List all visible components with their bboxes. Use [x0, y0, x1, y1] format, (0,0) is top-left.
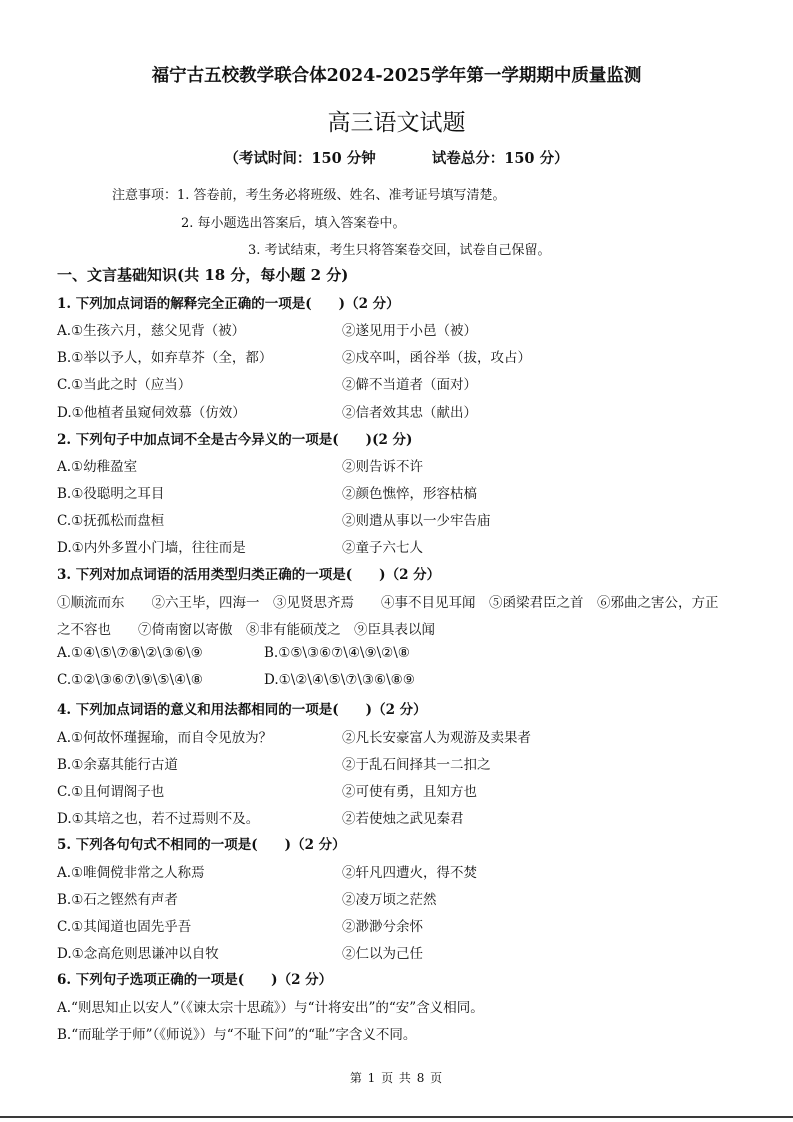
q5-option-c-2: ②渺渺兮余怀 [342, 919, 423, 935]
question-4-stem: 4. 下列加点词语的意义和用法都相同的一项是( )（2 分） [57, 702, 427, 718]
q4-option-c-1: C.①且何谓阁子也 [57, 784, 165, 800]
q5-option-b-2: ②凌万顷之茫然 [342, 892, 437, 908]
q3-option-c: C.①②\③⑥⑦\⑨\⑤\④\⑧ [57, 672, 203, 688]
q1-option-c-1: C.①当此之时（应当） [57, 377, 192, 393]
q3-option-a: A.①④\⑤\⑦⑧\②\③⑥\⑨ [57, 645, 203, 661]
q5-option-a-2: ②轩凡四遭火，得不焚 [342, 865, 477, 881]
q3-sentences-line-1: ①顺流而东 ②六王毕，四海一 ③见贤思齐焉 ④事不目见耳闻 ⑤函梁君臣之首 ⑥邪曲之害公，方正 [57, 595, 719, 611]
exam-time: （考试时间：150 分钟 [224, 150, 376, 167]
q3-option-d: D.①\②\④\⑤\⑦\③⑥\⑧⑨ [264, 672, 415, 688]
q1-option-b-1: B.①举以予人，如弃草芥（全，都） [57, 350, 273, 366]
q5-option-a-1: A.①唯倜傥非常之人称焉 [57, 865, 205, 881]
question-5-stem: 5. 下列各句句式不相同的一项是( )（2 分） [57, 837, 346, 853]
q5-option-c-1: C.①其闻道也固先乎吾 [57, 919, 192, 935]
q1-option-a-1: A.①生孩六月，慈父见背（被） [57, 323, 246, 339]
q1-option-d-2: ②信者效其忠（献出） [342, 405, 477, 421]
q5-option-d-2: ②仁以为己任 [342, 946, 423, 962]
note-2: 2. 每小题选出答案后，填入答案卷中。 [181, 216, 406, 231]
bottom-rule [0, 1116, 793, 1118]
q4-option-a-2: ②凡长安豪富人为观游及卖果者 [342, 730, 531, 746]
q4-option-c-2: ②可使有勇，且知方也 [342, 784, 477, 800]
note-3: 3. 考试结束，考生只将答案卷交回，试卷自己保留。 [248, 243, 551, 258]
q4-option-b-2: ②于乱石间择其一二扣之 [342, 757, 491, 773]
q2-option-a-1: A.①幼稚盈室 [57, 459, 138, 475]
question-1-stem: 1. 下列加点词语的解释完全正确的一项是( )（2 分） [57, 296, 400, 312]
q6-option-b: B.“而耻学于师”（《师说》）与“不耻下问”的“耻”字含义不同。 [57, 1027, 417, 1043]
section-heading: 一、文言基础知识(共 18 分，每小题 2 分) [57, 266, 349, 284]
q2-option-a-2: ②则告诉不许 [342, 459, 423, 475]
q2-option-d-2: ②童子六七人 [342, 540, 423, 556]
page-number: 第 1 页 共 8 页 [349, 1071, 444, 1085]
question-3-stem: 3. 下列对加点词语的活用类型归类正确的一项是( )（2 分） [57, 567, 441, 583]
q2-option-b-2: ②颜色憔悴，形容枯槁 [342, 486, 477, 502]
q1-option-b-2: ②戍卒叫，函谷举（拔，攻占） [342, 350, 531, 366]
q5-option-d-1: D.①念高危则思谦冲以自牧 [57, 946, 219, 962]
q4-option-b-1: B.①余嘉其能行古道 [57, 757, 178, 773]
q1-option-c-2: ②僻不当道者（面对） [342, 377, 477, 393]
q2-option-d-1: D.①内外多置小门墙，往往而是 [57, 540, 246, 556]
q3-option-b: B.①⑤\③⑥⑦\④\⑨\②\⑧ [264, 645, 410, 661]
q2-option-b-1: B.①役聪明之耳目 [57, 486, 165, 502]
exam-subtitle: 高三语文试题 [327, 110, 466, 136]
q6-option-a: A.“则思知止以安人”（《谏太宗十思疏》）与“计将安出”的“安”含义相同。 [57, 1000, 484, 1016]
question-6-stem: 6. 下列句子选项正确的一项是( )（2 分） [57, 972, 333, 988]
note-1: 注意事项：1. 答卷前，考生务必将班级、姓名、准考证号填写清楚。 [112, 188, 506, 203]
q4-option-a-1: A.①何故怀瑾握瑜，而自令见放为？ [57, 730, 273, 746]
q1-option-d-1: D.①他植者虽窥伺效慕（仿效） [57, 405, 246, 421]
question-2-stem: 2. 下列句子中加点词不全是古今异义的一项是( )(2 分) [57, 432, 413, 448]
q5-option-b-1: B.①石之铿然有声者 [57, 892, 178, 908]
q1-option-a-2: ②遂见用于小邑（被） [342, 323, 477, 339]
exam-meta [0, 147, 793, 168]
q4-option-d-1: D.①其培之也，若不过焉则不及。 [57, 811, 260, 827]
q2-option-c-1: C.①抚孤松而盘桓 [57, 513, 165, 529]
q4-option-d-2: ②若使烛之武见秦君 [342, 811, 464, 827]
total-score: 试卷总分：150 分） [431, 150, 569, 167]
q2-option-c-2: ②则遣从事以一少牢告庙 [342, 513, 491, 529]
q3-sentences-line-2: 之不容也 ⑦倚南窗以寄傲 ⑧非有能硕茂之 ⑨臣具表以闻 [57, 622, 435, 638]
exam-title: 福宁古五校教学联合体2024-2025学年第一学期期中质量监测 [151, 66, 642, 86]
